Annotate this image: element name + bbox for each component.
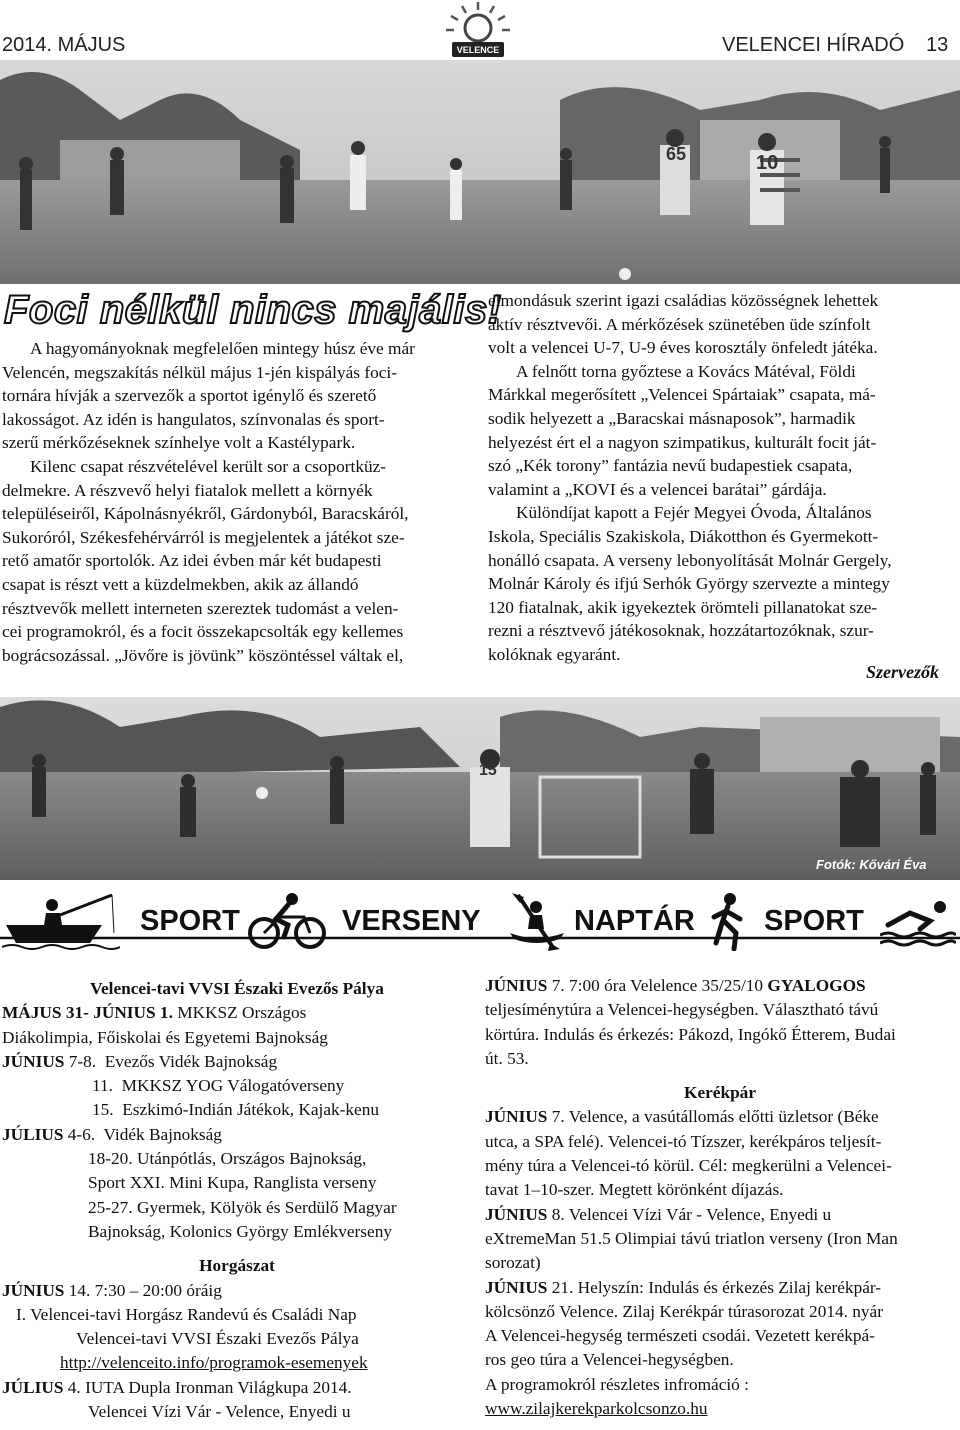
text-line: cei programokról, és a focit összekapcsolták egy kellemes xyxy=(2,622,404,642)
entry-text: 7. 7:00 óra Velelence 35/25/10 xyxy=(547,976,768,995)
calendar-entry: körtúra. Indulás és érkezés: Pákozd, Ingókő Étterem, Budai xyxy=(485,1024,896,1044)
calendar-entry: út. 53. xyxy=(485,1048,529,1068)
text-line: rezni a résztvevő játékosoknak, hozzátartozóknak, szur- xyxy=(488,621,874,641)
page-number: 13 xyxy=(926,34,949,56)
date-label: MÁJUS 31- JÚNIUS 1. xyxy=(2,1003,173,1023)
text-line: kolóknak egyaránt. xyxy=(488,644,621,664)
text-line: Kilenc csapat részvételével került sor a csoportküz- xyxy=(30,456,387,476)
date-label: JÚNIUS xyxy=(2,1051,65,1071)
calendar-entry: mény túra a Velencei-tó körül. Cél: megkerülni a Velencei- xyxy=(485,1156,892,1176)
article-right-column xyxy=(488,289,950,667)
calendar-entry: teljesíménytúra a Velencei-hegységben. Választható távú xyxy=(485,1000,879,1020)
calendar-entry: 25-27. Gyermek, Kölyök és Serdülő Magyar xyxy=(88,1197,397,1217)
calendar-entry xyxy=(2,1279,472,1303)
calendar-right-column xyxy=(485,974,955,1421)
section-heading-evezos: Velencei-tavi VVSI Északi Evezős Pálya xyxy=(90,979,384,998)
date-label: JÚNIUS xyxy=(2,1280,65,1300)
text-line: Különdíjat kapott a Fejér Megyei Óvoda, Általános xyxy=(516,503,872,523)
text-line: Velencén, megszakítás nélkül május 1-jén kispályás foci- xyxy=(2,362,397,382)
text-line: sodik helyezett a „Baracskai másnaposok”, harmadik xyxy=(488,408,856,428)
calendar-entry: ros geo túra a Velencei-hegységben. xyxy=(485,1350,734,1370)
calendar-entry: A Velencei-hegység természeti csodái. Vezetett kerékpá- xyxy=(485,1326,875,1346)
text-line: Márkkal megerősített „Velencei Spártaiak” csapata, má- xyxy=(488,385,876,405)
banner-word-sport: SPORT xyxy=(140,905,240,937)
banner-word-verseny: VERSENY xyxy=(342,905,481,937)
text-line: rető amatőr sportolók. Az idei évben már két budapesti xyxy=(2,551,382,571)
calendar-entry: Velencei Vízi Vár - Velence, Enyedi u xyxy=(88,1402,351,1422)
jersey-number-15: 15 xyxy=(479,762,497,779)
event-type: GYALOGOS xyxy=(767,976,866,995)
banner-word-naptar: NAPTÁR xyxy=(574,905,695,937)
entry-text: 7. Velence, a vasútállomás előtti üzletsor (Béke xyxy=(547,1107,879,1127)
text-line: Iskola, Speciális Szakiskola, Diákotthon és Gyermekott- xyxy=(488,526,879,546)
zilaj-link[interactable]: www.zilajkerekparkolcsonzo.hu xyxy=(485,1399,708,1419)
text-line: delmekre. A részvevő helyi fiatalok mellett a környék xyxy=(2,480,373,500)
calendar-entry: utca, a SPA felé). Velencei-tó Tízszer, kerékpáros teljesít- xyxy=(485,1131,882,1151)
text-line: Sukoróról, Székesfehérvárról is megjelentek a játékot sze- xyxy=(2,527,405,547)
section-heading-horgaszat: Horgászat xyxy=(199,1256,275,1276)
logo-text: VELENCE xyxy=(456,45,500,55)
text-line: A felnőtt torna győztese a Kovács Mátéval, Földi xyxy=(516,361,856,381)
calendar-entry xyxy=(485,1276,955,1300)
text-line: elmondásuk szerint igazi családias közösségnek lehettek xyxy=(488,291,879,310)
entry-text: 21. Helyszín: Indulás és érkezés Zilaj kerékpár- xyxy=(547,1277,882,1297)
text-line: csapat is részt vett a küzdelmekben, akik az állandó xyxy=(2,574,359,594)
date-label: JÚNIUS xyxy=(485,1107,548,1127)
section-heading-kerekpar: Kerékpár xyxy=(684,1083,756,1103)
publication-name: VELENCEI HÍRADÓ xyxy=(722,34,905,56)
calendar-entry xyxy=(485,1105,955,1129)
article-title: Foci nélkül nincs majális! xyxy=(4,288,502,332)
text-line: honálló csapata. A verseny lebonyolítását Molnár Gergely, xyxy=(488,550,892,570)
date-label: JÚLIUS xyxy=(2,1124,64,1144)
issue-date: 2014. MÁJUS xyxy=(2,34,126,56)
calendar-entry: 18-20. Utánpótlás, Országos Bajnokság, xyxy=(88,1149,367,1169)
jersey-number-10: 10 xyxy=(756,152,779,174)
swimmer-icon xyxy=(880,899,956,947)
calendar-entry: eXtremeMan 51.5 Olimpiai távú triatlon verseny (Iron Man xyxy=(485,1228,898,1248)
text-line: bográcsozással. „Jövőre is jövünk” köszöntéssel váltak el, xyxy=(2,645,404,665)
entry-text: 8. Velencei Vízi Vár - Velence, Enyedi u xyxy=(547,1204,832,1224)
text-line: helyezést ért el a nagyon szimpatikus, kulturált focit ját- xyxy=(488,432,877,452)
jersey-number-65: 65 xyxy=(666,144,687,164)
cyclist-icon xyxy=(248,893,328,951)
calendar-entry: A programokról részletes infromáció : xyxy=(485,1374,749,1394)
calendar-entry: Sport XXI. Mini Kupa, Ranglista verseny xyxy=(88,1173,377,1193)
text-line: Molnár Károly és ifjú Serhók György szervezte a mintegy xyxy=(488,574,890,594)
entry-text: 4. IUTA Dupla Ironman Világkupa 2014. xyxy=(63,1377,352,1397)
text-line: tornára hívják a szervezők a sportot igénylő és szerető xyxy=(2,386,377,406)
entry-text: MKKSZ Országos xyxy=(172,1003,307,1023)
calendar-entry xyxy=(485,1203,955,1227)
text-line: résztvevők mellett interneten szereztek tudomást a velen- xyxy=(2,598,399,618)
calendar-entry: 15. Eszkimó-Indián Játékok, Kajak-kenu xyxy=(92,1100,379,1120)
entry-text: 14. 7:30 – 20:00 óráig xyxy=(64,1280,222,1300)
runner-icon xyxy=(708,893,748,951)
kayaker-icon xyxy=(506,893,566,951)
text-line: volt a velencei U-7, U-9 éves korosztály önfeledt játéka. xyxy=(488,338,878,358)
calendar-entry: Diákolimpia, Főiskolai és Egyetemi Bajnokság xyxy=(2,1027,328,1047)
entry-text: 7-8. Evezős Vidék Bajnokság xyxy=(64,1051,278,1071)
program-link[interactable]: http://velenceito.info/programok-esemenyek xyxy=(60,1353,368,1373)
text-line: aktív résztvevői. A mérkőzések szünetében üde színfolt xyxy=(488,314,871,334)
text-line: valamint a „KOVI és a velencei barátai” gárdája. xyxy=(488,479,827,499)
date-label: JÚLIUS xyxy=(2,1377,64,1397)
text-line: szerű mérkőzéseknek színhelye volt a Kastélypark. xyxy=(2,433,356,453)
calendar-entry xyxy=(2,1123,472,1147)
article-left-column xyxy=(2,337,462,667)
top-football-photo xyxy=(0,60,960,284)
date-label: JÚNIUS xyxy=(485,1277,548,1297)
calendar-entry: kölcsönző Velence. Zilaj Kerékpár túrasorozat 2014. nyár xyxy=(485,1301,883,1321)
fishing-boat-icon xyxy=(2,893,120,951)
text-line: településeiről, Kápolnásnyékről, Gárdonyból, Baracskáról, xyxy=(2,504,409,524)
text-line: lakosságot. Az idén is hangulatos, színvonalas és sport- xyxy=(2,409,385,429)
entry-text: 4-6. Vidék Bajnokság xyxy=(63,1124,222,1144)
velence-logo xyxy=(442,0,514,64)
calendar-entry xyxy=(485,974,955,998)
calendar-left-column xyxy=(2,977,472,1424)
calendar-entry: 11. MKKSZ YOG Válogatóverseny xyxy=(92,1076,345,1096)
calendar-entry: Velencei-tavi VVSI Északi Evezős Pálya xyxy=(76,1329,359,1349)
calendar-entry xyxy=(2,1376,472,1400)
calendar-entry: I. Velencei-tavi Horgász Randevú és Családi Nap xyxy=(16,1304,357,1324)
calendar-entry xyxy=(2,1050,472,1074)
calendar-entry: sorozat) xyxy=(485,1253,541,1273)
text-line: A hagyományoknak megfelelően mintegy húsz éve már xyxy=(30,339,415,358)
banner-word-sport-2: SPORT xyxy=(764,905,864,937)
calendar-entry: tavat 1–10-szer. Megtett körönként díjazás. xyxy=(485,1180,784,1200)
sport-banner xyxy=(0,893,960,953)
calendar-entry: Bajnokság, Kolonics György Emlékverseny xyxy=(88,1221,392,1241)
text-line: 120 fiatalnak, akik igyekeztek örömteli pillanatokat sze- xyxy=(488,597,878,617)
photo-credit: Fotók: Kővári Éva xyxy=(816,857,927,872)
article-signature: Szervezők xyxy=(866,662,939,682)
date-label: JÚNIUS xyxy=(485,1204,548,1224)
calendar-entry xyxy=(2,1001,472,1025)
date-label: JÚNIUS xyxy=(485,976,548,995)
bottom-football-photo xyxy=(0,697,960,880)
text-line: szó „Kék torony” fantázia nevű budapestiek csapata, xyxy=(488,456,853,476)
